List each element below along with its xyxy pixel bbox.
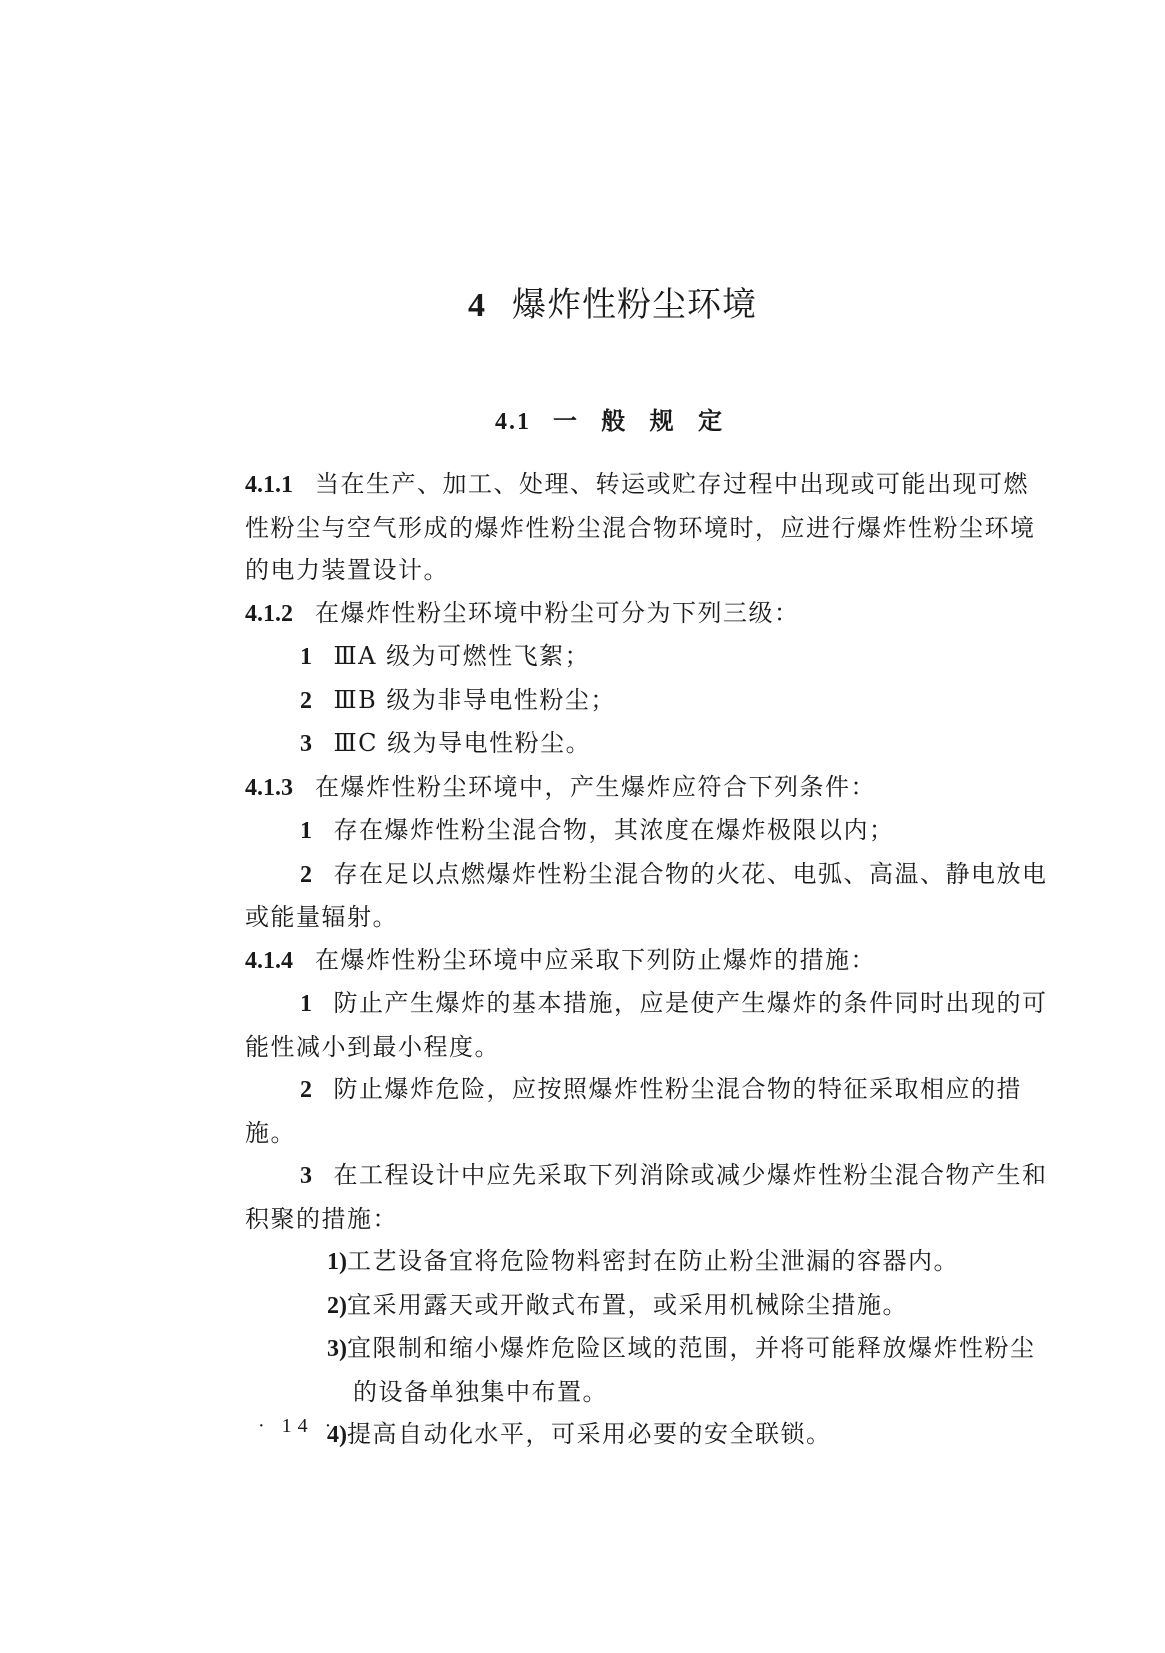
list-item (245, 809, 1050, 853)
chapter-title: 爆炸性粉尘环境 (512, 285, 757, 325)
item-text: 防止爆炸危险，应按照爆炸性粉尘混合物的特征采取相应的措施。 (245, 1075, 1022, 1147)
list-item (245, 722, 1050, 766)
sub-list-item (245, 1284, 1050, 1328)
sub-item-text: 工艺设备宜将危险物料密封在防止粉尘泄漏的容器内。 (347, 1247, 959, 1275)
list-item (245, 982, 1050, 1068)
item-number: 1 (300, 991, 314, 1017)
item-text: 在工程设计中应先采取下列消除或减少爆炸性粉尘混合物产生和积聚的措施： (245, 1161, 1048, 1233)
page-number: · 14 · (258, 1415, 338, 1437)
chapter-heading (0, 283, 1165, 328)
list-item (245, 1068, 1050, 1154)
sub-item-text: 宜限制和缩小爆炸危险区域的范围，并将可能释放爆炸性粉尘的设备单独集中布置。 (347, 1334, 1036, 1406)
item-number: 1 (300, 644, 314, 670)
section-number: 4.1 (494, 409, 531, 435)
clause-number: 4.1.2 (245, 600, 293, 627)
list-item (245, 679, 1050, 723)
sub-item-text: 提高自动化水平，可采用必要的安全联锁。 (347, 1420, 832, 1448)
list-item (245, 853, 1050, 939)
clause-text: 当在生产、加工、处理、转运或贮存过程中出现或可能出现可燃性粉尘与空气形成的爆炸性粉尘混合物环境时，应进行爆炸性粉尘环境的电力装置设计。 (245, 470, 1036, 584)
item-number: 2 (300, 861, 314, 888)
item-text: 存在爆炸性粉尘混合物，其浓度在爆炸极限以内； (333, 816, 895, 844)
clause-text: 在爆炸性粉尘环境中应采取下列防止爆炸的措施： (315, 945, 876, 974)
chapter-number: 4 (468, 287, 486, 324)
section-title: 一 般 规 定 (552, 407, 731, 435)
section-heading (0, 405, 1165, 438)
clause-4-1-3 (245, 766, 1050, 810)
item-text: ⅢC 级为导电性粉尘。 (333, 729, 592, 757)
sub-list-item (245, 1240, 1050, 1284)
clause-number: 4.1.3 (245, 774, 293, 801)
item-text: 防止产生爆炸的基本措施，应是使产生爆炸的条件同时出现的可能性减小到最小程度。 (245, 989, 1048, 1061)
item-text: ⅢB 级为非导电性粉尘； (333, 685, 616, 714)
clause-number: 4.1.1 (245, 472, 293, 498)
clause-text: 在爆炸性粉尘环境中，产生爆炸应符合下列条件： (315, 772, 876, 801)
list-item (245, 635, 1050, 679)
clause-4-1-4 (245, 939, 1050, 983)
item-number: 2 (300, 687, 314, 714)
item-text: 存在足以点燃爆炸性粉尘混合物的火花、电弧、高温、静电放电或能量辐射。 (245, 859, 1048, 931)
item-number: 3 (300, 1163, 314, 1189)
sub-item-number: 2) (327, 1292, 347, 1319)
item-number: 3 (300, 731, 314, 757)
sub-item-number: 4) (327, 1422, 347, 1448)
document-body (245, 463, 1050, 1457)
clause-4-1-1 (245, 463, 1050, 592)
list-item (245, 1154, 1050, 1240)
clause-number: 4.1.4 (245, 947, 293, 974)
sub-item-number: 3) (327, 1336, 347, 1362)
sub-list-item (245, 1413, 1050, 1457)
sub-item-text: 宜采用露天或开敞式布置，或采用机械除尘措施。 (347, 1290, 908, 1319)
item-text: ⅢA 级为可燃性飞絮； (333, 642, 591, 670)
sub-list-item (245, 1327, 1050, 1413)
clause-4-1-2 (245, 592, 1050, 636)
sub-item-number: 1) (327, 1249, 347, 1275)
item-number: 2 (300, 1077, 314, 1103)
clause-text: 在爆炸性粉尘环境中粉尘可分为下列三级： (315, 598, 800, 627)
item-number: 1 (300, 818, 314, 844)
